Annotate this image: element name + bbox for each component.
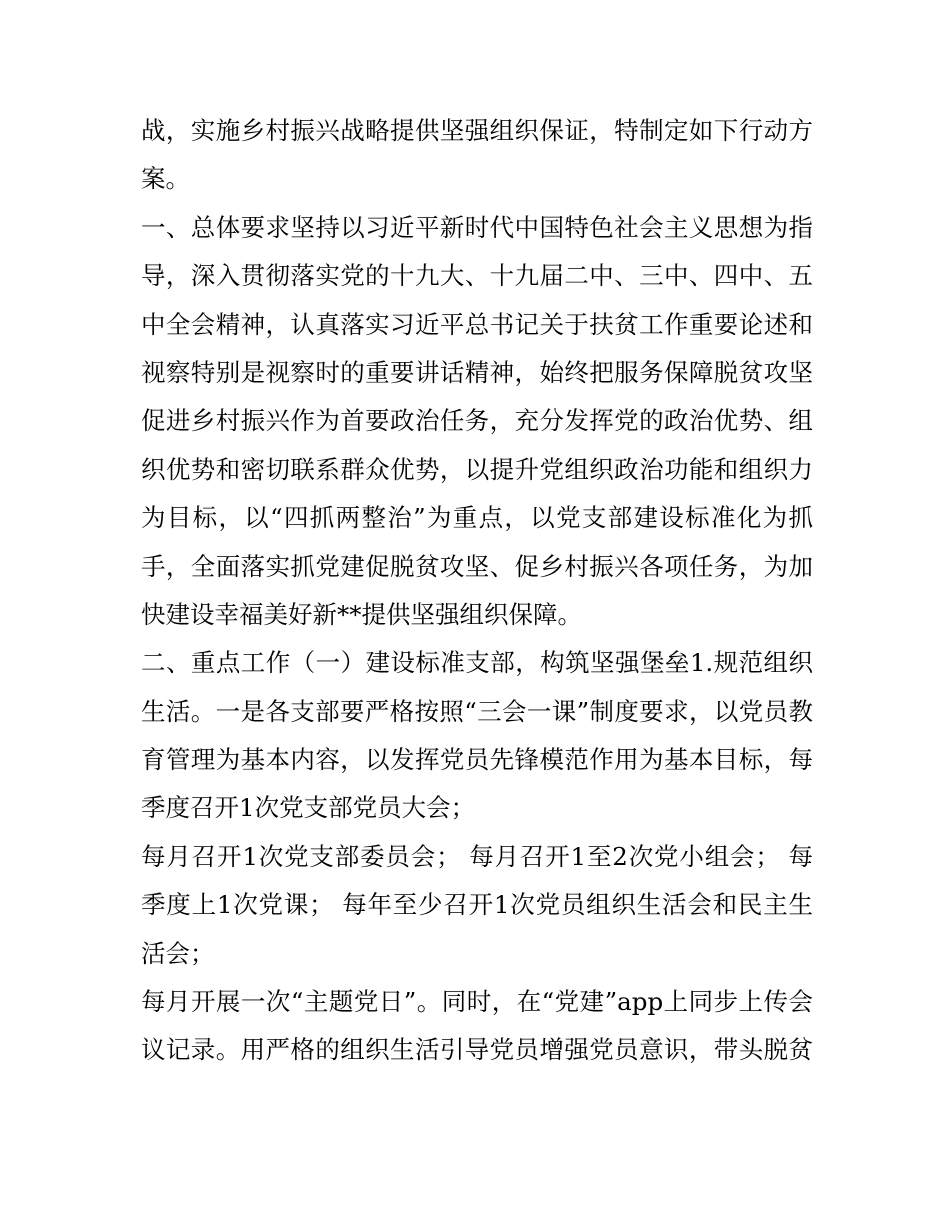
text-line: 育管理为基本内容，以发挥党员先锋模范作用为基本目标，每 xyxy=(141,745,813,775)
text-line: 快建设幸福美好新**提供坚强组织保障。 xyxy=(141,599,582,629)
text-line: 视察特别是视察时的重要讲话精神，始终把服务保障脱贫攻坚 xyxy=(141,357,813,387)
text-line: 案。 xyxy=(141,164,190,194)
text-line: 战，实施乡村振兴战略提供坚强组织保证，特制定如下行动方 xyxy=(141,116,813,145)
text-line: 手，全面落实抓党建促脱贫攻坚、促乡村振兴各项任务，为加 xyxy=(141,551,813,581)
text-line: 季度上1次党课； 每年至少召开1次党员组织生活会和民主生 xyxy=(141,890,813,920)
text-line: 生活。一是各支部要严格按照“三会一课”制度要求，以党员教 xyxy=(141,696,813,726)
document-body xyxy=(141,107,813,1075)
text-line: 每月召开1次党支部委员会； 每月召开1至2次党小组会； 每 xyxy=(141,841,813,871)
text-line: 促进乡村振兴作为首要政治任务，充分发挥党的政治优势、组 xyxy=(141,406,813,436)
text-line: 导，深入贯彻落实党的十九大、十九届二中、三中、四中、五 xyxy=(141,261,813,291)
text-line: 一、总体要求坚持以习近平新时代中国特色社会主义思想为指 xyxy=(141,212,813,242)
text-line: 每月开展一次“主题党日”。同时，在“党建”app上同步上传会 xyxy=(141,987,813,1017)
text-line: 季度召开1次党支部党员大会； xyxy=(141,793,476,823)
text-line: 中全会精神，认真落实习近平总书记关于扶贫工作重要论述和 xyxy=(141,309,813,339)
text-line: 活会； xyxy=(141,938,215,968)
text-line: 织优势和密切联系群众优势，以提升党组织政治功能和组织力 xyxy=(141,454,813,484)
text-line: 二、重点工作（一）建设标准支部，构筑坚强堡垒1.规范组织 xyxy=(141,648,813,678)
text-line: 为目标，以“四抓两整治”为重点，以党支部建设标准化为抓 xyxy=(141,503,813,533)
text-line: 议记录。用严格的组织生活引导党员增强党员意识，带头脱贫 xyxy=(141,1035,813,1065)
